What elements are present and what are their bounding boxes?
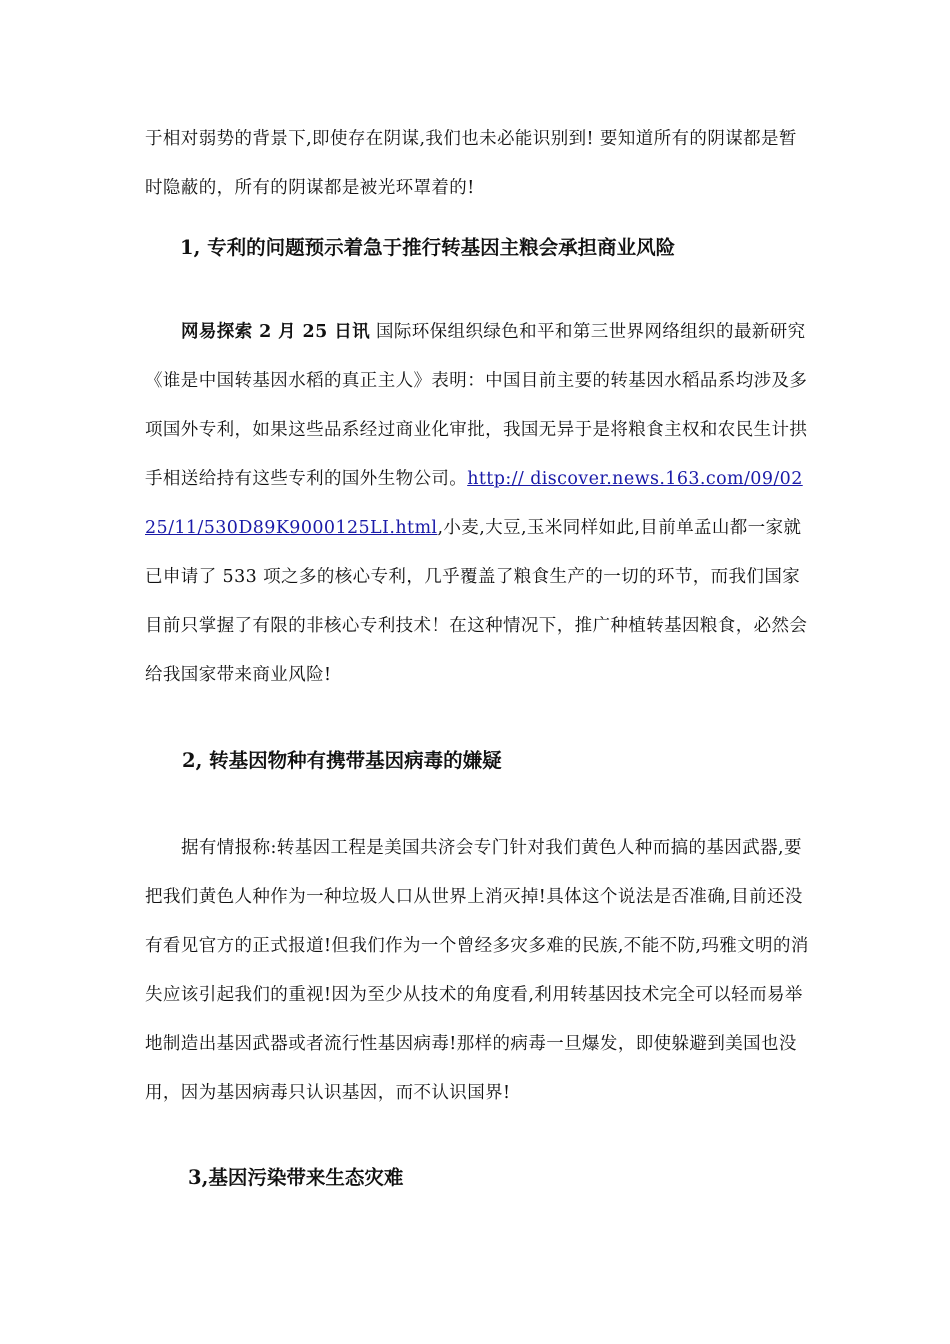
section-1-text-after-link: ,小麦,大豆,玉米同样如此,目前单孟山都一家就已申请了 533 项之多的核心专利，几乎覆盖了粮食生产的一切的环节，而我们国家目前只掌握了有限的非核心专利技术！在这种情况下，推广种植转基因粮食，必然会给我国家带来商业风险! <box>145 518 808 685</box>
section-2-paragraph: 据有情报称:转基因工程是美国共济会专门针对我们黄色人种而搞的基因武器,要把我们黄色人种作为一种垃圾人口从世界上消灭掉!具体这个说法是否准确,目前还没有看见官方的正式报道!但我们作为一个曾经多灾多难的民族,不能不防,玛雅文明的消失应该引起我们的重视!因为至少从技术的角度看,利用转基因技术完全可以轻而易举地制造出基因武器或者流行性基因病毒!那样的病毒一旦爆发，即使躲避到美国也没用，因为基因病毒只认识基因，而不认识国界! <box>145 838 809 1103</box>
news-source-lead: 网易探索 2 月 25 日讯 <box>181 322 370 342</box>
section-3-heading: 3,基因污染带来生态灾难 <box>188 1166 404 1189</box>
section-1-heading: 1, 专利的问题预示着急于推行转基因主粮会承担商业风险 <box>180 236 676 259</box>
source-link[interactable]: http:// discover.news.163.com/09/0225/11/530D89K9000125LI.html <box>145 469 803 538</box>
section-1-paragraph <box>145 308 810 700</box>
section-1-text-before-link: 国际环保组织绿色和平和第三世界网络组织的最新研究《谁是中国转基因水稻的真正主人》表明：中国目前主要的转基因水稻品系均涉及多项国外专利，如果这些品系经过商业化审批，我国无异于是将粮食主权和农民生计拱手相送给持有这些专利的国外生物公司。 <box>145 322 808 489</box>
section-2-heading: 2, 转基因物种有携带基因病毒的嫌疑 <box>182 749 502 772</box>
intro-paragraph: 于相对弱势的背景下,即使存在阴谋,我们也未必能识别到! 要知道所有的阴谋都是暂时隐蔽的，所有的阴谋都是被光环罩着的! <box>145 129 797 198</box>
